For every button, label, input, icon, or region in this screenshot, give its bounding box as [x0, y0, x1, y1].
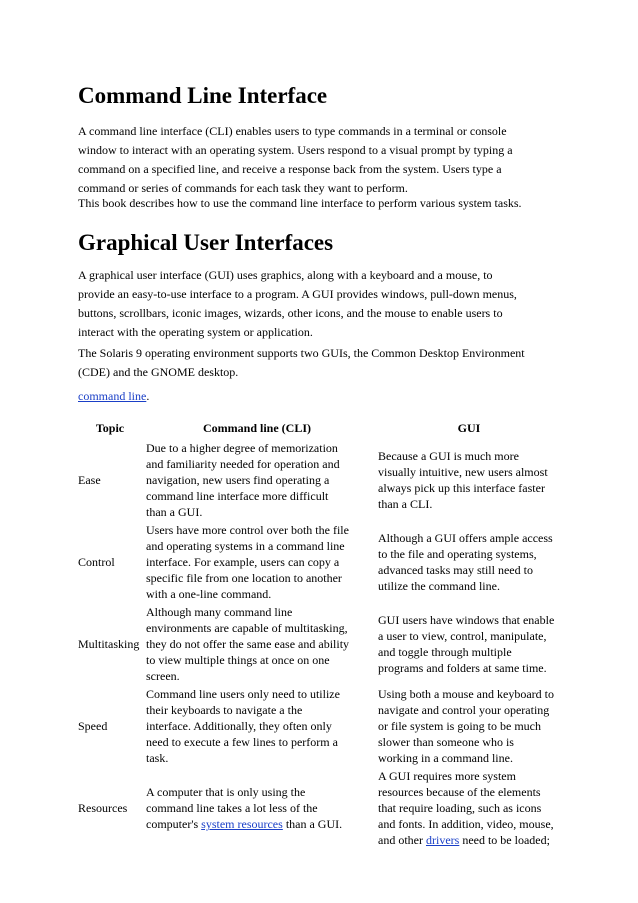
comparison-table: [76, 417, 568, 849]
table-row: [76, 685, 568, 767]
text-line: interact with the operating system or application.: [78, 325, 313, 339]
text-line: and familiarity needed for operation and: [146, 457, 340, 471]
text-line: Users have more control over both the file: [146, 523, 349, 537]
text-line: navigate and control your operating: [378, 703, 550, 717]
topic-cell: Control: [78, 555, 115, 569]
text-line: advanced tasks may still need to: [378, 563, 533, 577]
table-row: [76, 767, 568, 849]
table-row: [76, 439, 568, 521]
heading-cli: Command Line Interface: [78, 83, 328, 108]
text-line: slower than someone who is: [378, 735, 514, 749]
text-line: Due to a higher degree of memorization: [146, 441, 338, 455]
drivers-link[interactable]: drivers: [425, 833, 460, 847]
text-line: than a GUI.: [146, 505, 203, 519]
cli-paragraph-1: [78, 122, 564, 198]
text-fragment: and other: [378, 833, 426, 847]
text-line: command on a specified line, and receive a response back from the system. Users type a: [78, 162, 502, 176]
command-line-link[interactable]: command line: [78, 389, 147, 403]
cli-cell: [144, 767, 370, 849]
topic-cell: Multitasking: [78, 637, 140, 651]
text-line: A GUI requires more system: [378, 769, 516, 783]
text-line: need to execute a few lines to perform a: [146, 735, 338, 749]
text-line: resources because of the elements: [378, 785, 541, 799]
text-line: working in a command line.: [378, 751, 513, 765]
text-line: specific file from one location to another: [146, 571, 342, 585]
text-fragment: need to be loaded;: [459, 833, 550, 847]
cli-cell: [144, 685, 370, 767]
text-line: programs and folders at same time.: [378, 661, 547, 675]
text-line: Command line users only need to utilize: [146, 687, 340, 701]
header-topic: Topic: [95, 421, 125, 435]
gui-cell: [370, 521, 568, 603]
text-line: and toggle through multiple: [378, 645, 512, 659]
gui-cell: [370, 685, 568, 767]
text-line: Although many command line: [146, 605, 293, 619]
text-line: A graphical user interface (GUI) uses graphics, along with a keyboard and a mouse, to: [78, 268, 493, 282]
header-gui: GUI: [457, 421, 481, 435]
text-line: GUI users have windows that enable: [378, 613, 555, 627]
text-line: or file system is going to be much: [378, 719, 541, 733]
text-line: [78, 387, 564, 406]
text-line: Using both a mouse and keyboard to: [378, 687, 554, 701]
text-line: to the file and operating systems,: [378, 547, 537, 561]
cli-cell: [144, 521, 370, 603]
text-line: interface. For example, users can copy a: [146, 555, 340, 569]
link-trailing-text: .: [146, 389, 150, 403]
text-line: with a one-line command.: [146, 587, 272, 601]
table-row: [76, 521, 568, 603]
text-line: they do not offer the same ease and ability: [146, 637, 350, 651]
text-fragment: computer's: [146, 817, 202, 831]
text-line: and operating systems in a command line: [146, 539, 345, 553]
text-line: task.: [146, 751, 169, 765]
text-line: buttons, scrollbars, iconic images, wizards, other icons, and the mouse to enable users to: [78, 306, 503, 320]
command-line-link-paragraph: [78, 387, 564, 406]
heading-gui: Graphical User Interfaces: [78, 230, 334, 255]
topic-cell: Resources: [78, 801, 128, 815]
text-fragment: than a GUI.: [282, 817, 343, 831]
text-line: than a CLI.: [378, 497, 433, 511]
text-line: A command line interface (CLI) enables users to type commands in a terminal or console: [78, 124, 507, 138]
text-line: A computer that is only using the: [146, 785, 306, 799]
text-line: [378, 832, 566, 848]
text-line: interface. Additionally, they often only: [146, 719, 332, 733]
text-line: their keyboards to navigate a the: [146, 703, 303, 717]
text-line: Because a GUI is much more: [378, 449, 519, 463]
text-line: that require loading, such as icons: [378, 801, 542, 815]
text-line: The Solaris 9 operating environment supports two GUIs, the Common Desktop Environment: [78, 346, 525, 360]
text-line: to view multiple things at once on one: [146, 653, 330, 667]
gui-paragraph-2: [78, 344, 564, 382]
topic-cell: Speed: [78, 719, 108, 733]
text-line: a user to view, control, manipulate,: [378, 629, 547, 643]
text-line: utilize the command line.: [378, 579, 500, 593]
gui-cell: [370, 439, 568, 521]
text-line: Although a GUI offers ample access: [378, 531, 553, 545]
text-line: command line takes a lot less of the: [146, 801, 318, 815]
header-cli: Command line (CLI): [202, 421, 311, 435]
table-row: [76, 603, 568, 685]
text-line: window to interact with an operating system. Users respond to a visual prompt by typing a: [78, 143, 513, 157]
text-line: and fonts. In addition, video, mouse,: [378, 817, 554, 831]
text-line: visually intuitive, new users almost: [378, 465, 548, 479]
text-line: provide an easy-to-use interface to a program. A GUI provides windows, pull-down menus,: [78, 287, 517, 301]
gui-cell: [370, 603, 568, 685]
cli-paragraph-2: [78, 194, 564, 213]
text-line: command line interface more difficult: [146, 489, 329, 503]
text-line: This book describes how to use the command line interface to perform various system tasks.: [78, 196, 522, 210]
text-line: [146, 816, 368, 832]
text-line: environments are capable of multitasking,: [146, 621, 348, 635]
topic-cell: Ease: [78, 473, 101, 487]
text-line: screen.: [146, 669, 180, 683]
text-line: always pick up this interface faster: [378, 481, 545, 495]
cli-cell: [144, 439, 370, 521]
gui-paragraph-1: [78, 266, 564, 342]
text-line: command or series of commands for each task they want to perform.: [78, 181, 408, 195]
text-line: navigation, new users find operating a: [146, 473, 330, 487]
text-line: (CDE) and the GNOME desktop.: [78, 365, 239, 379]
gui-cell: [370, 767, 568, 849]
table-header-row: [76, 417, 568, 439]
system-resources-link[interactable]: system resources: [201, 817, 283, 831]
cli-cell: [144, 603, 370, 685]
